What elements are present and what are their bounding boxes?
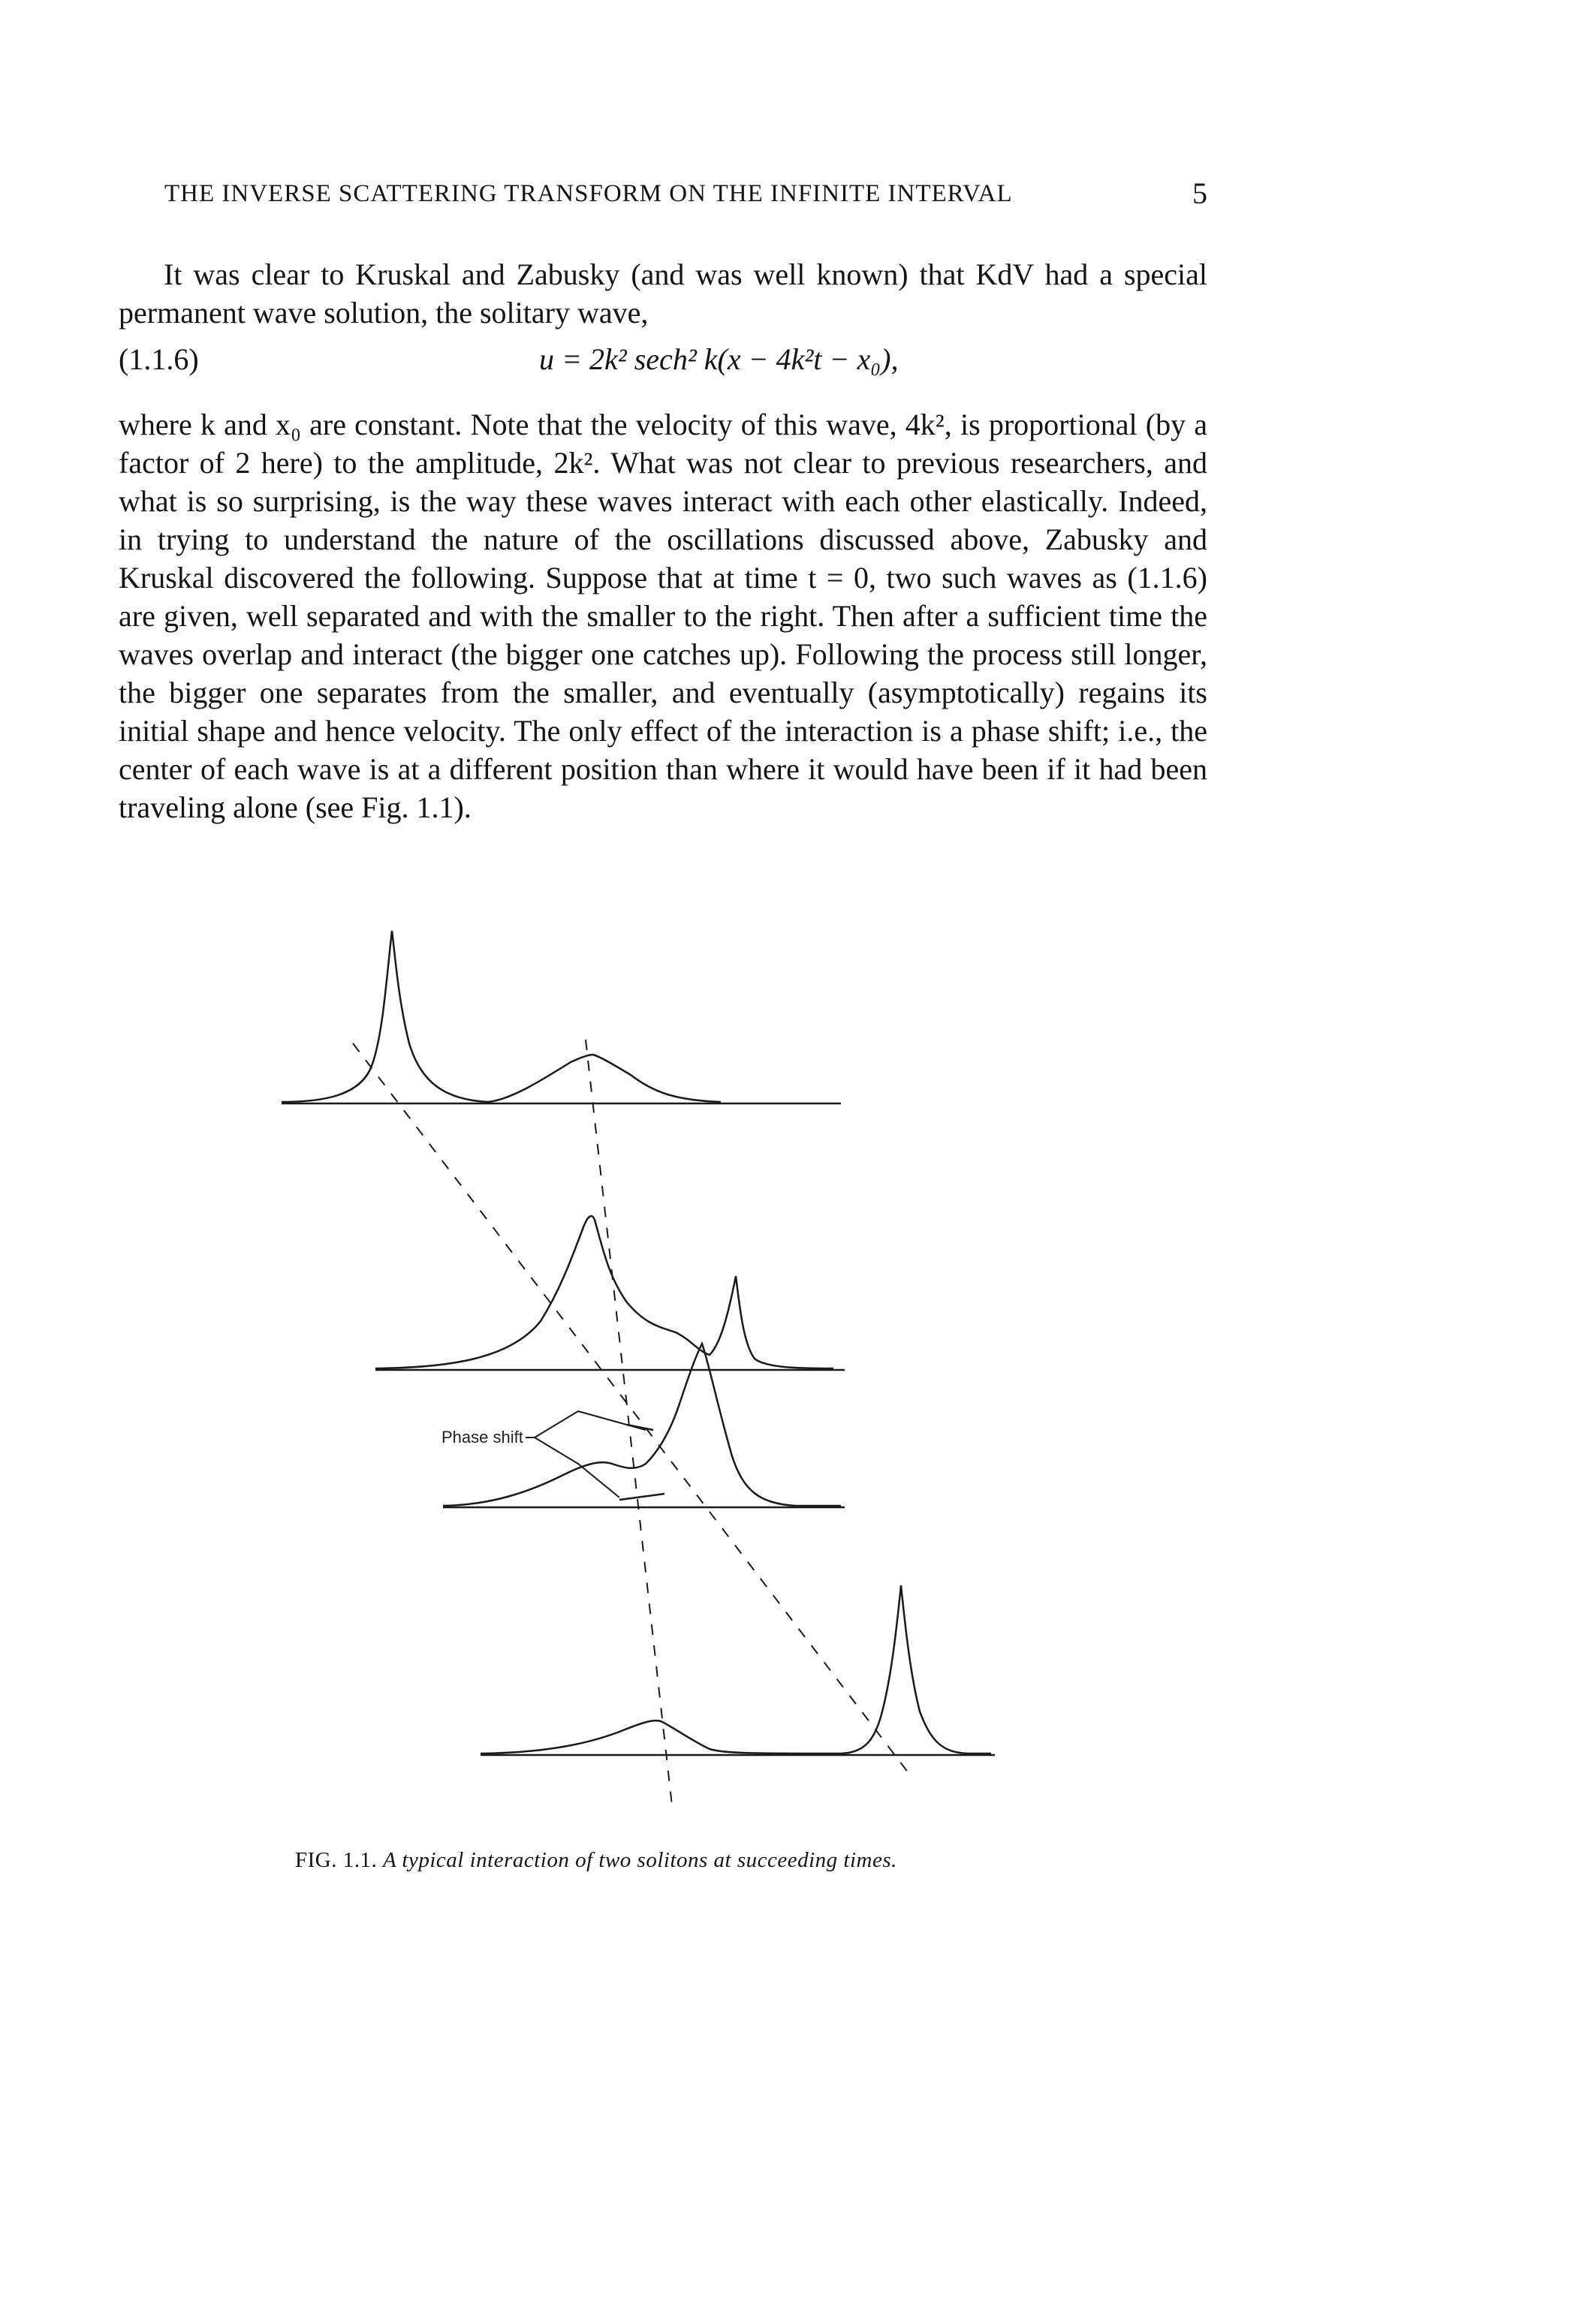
wave-row-2: [375, 1216, 833, 1368]
caption-text: A typical interaction of two solitons at succeeding times.: [382, 1848, 897, 1872]
equation-body: u = 2k² sech² k(x − 4k²t − x₀),: [539, 342, 899, 376]
wave-row-3: [443, 1344, 841, 1506]
running-title: THE INVERSE SCATTERING TRANSFORM ON THE INFINITE INTERVAL: [164, 180, 1013, 207]
phase-shift-bracket-lower: [535, 1437, 619, 1498]
wave-row-4: [481, 1585, 991, 1754]
page-number: 5: [1192, 176, 1208, 210]
trajectory-large-soliton: [353, 1043, 909, 1773]
wave-row-1: [282, 931, 721, 1102]
figure-caption: [295, 1848, 1046, 1873]
equation-number: (1.1.6): [119, 342, 199, 376]
paragraph-1-text: It was clear to Kruskal and Zabusky (and was well known) that KdV had a special permanent wave solution, the solitary wave,: [119, 257, 1207, 330]
trajectory-small-soliton: [586, 1040, 672, 1805]
phase-shift-arrow-lower: [619, 1494, 664, 1500]
caption-label: FIG. 1.1.: [295, 1848, 378, 1872]
phase-shift-label: Phase shift: [441, 1428, 523, 1446]
paragraph-2-text: where k and x₀ are constant. Note that the velocity of this wave, 4k², is proportional (by a factor of 2 here) to the amplitude, 2k². What was not clear to previous researchers, and what is so surprising, is the way these waves interact with each other elastically. Indeed, in trying to understand the nature of the oscillations discussed above, Zabusky and Kruskal discovered the following. Suppose that at time t = 0, two such waves as (1.1.6) are given, well separated and with the smaller to the right. Then after a sufficient time the waves overlap and interact (the bigger one catches up). Following the process still longer, the bigger one separates from the smaller, and eventually (asymptotically) regains its initial shape and hence velocity. The only effect of the interaction is a phase shift; i.e., the center of each wave is at a different position than where it would have been if it had been traveling alone (see Fig. 1.1).: [119, 408, 1207, 824]
